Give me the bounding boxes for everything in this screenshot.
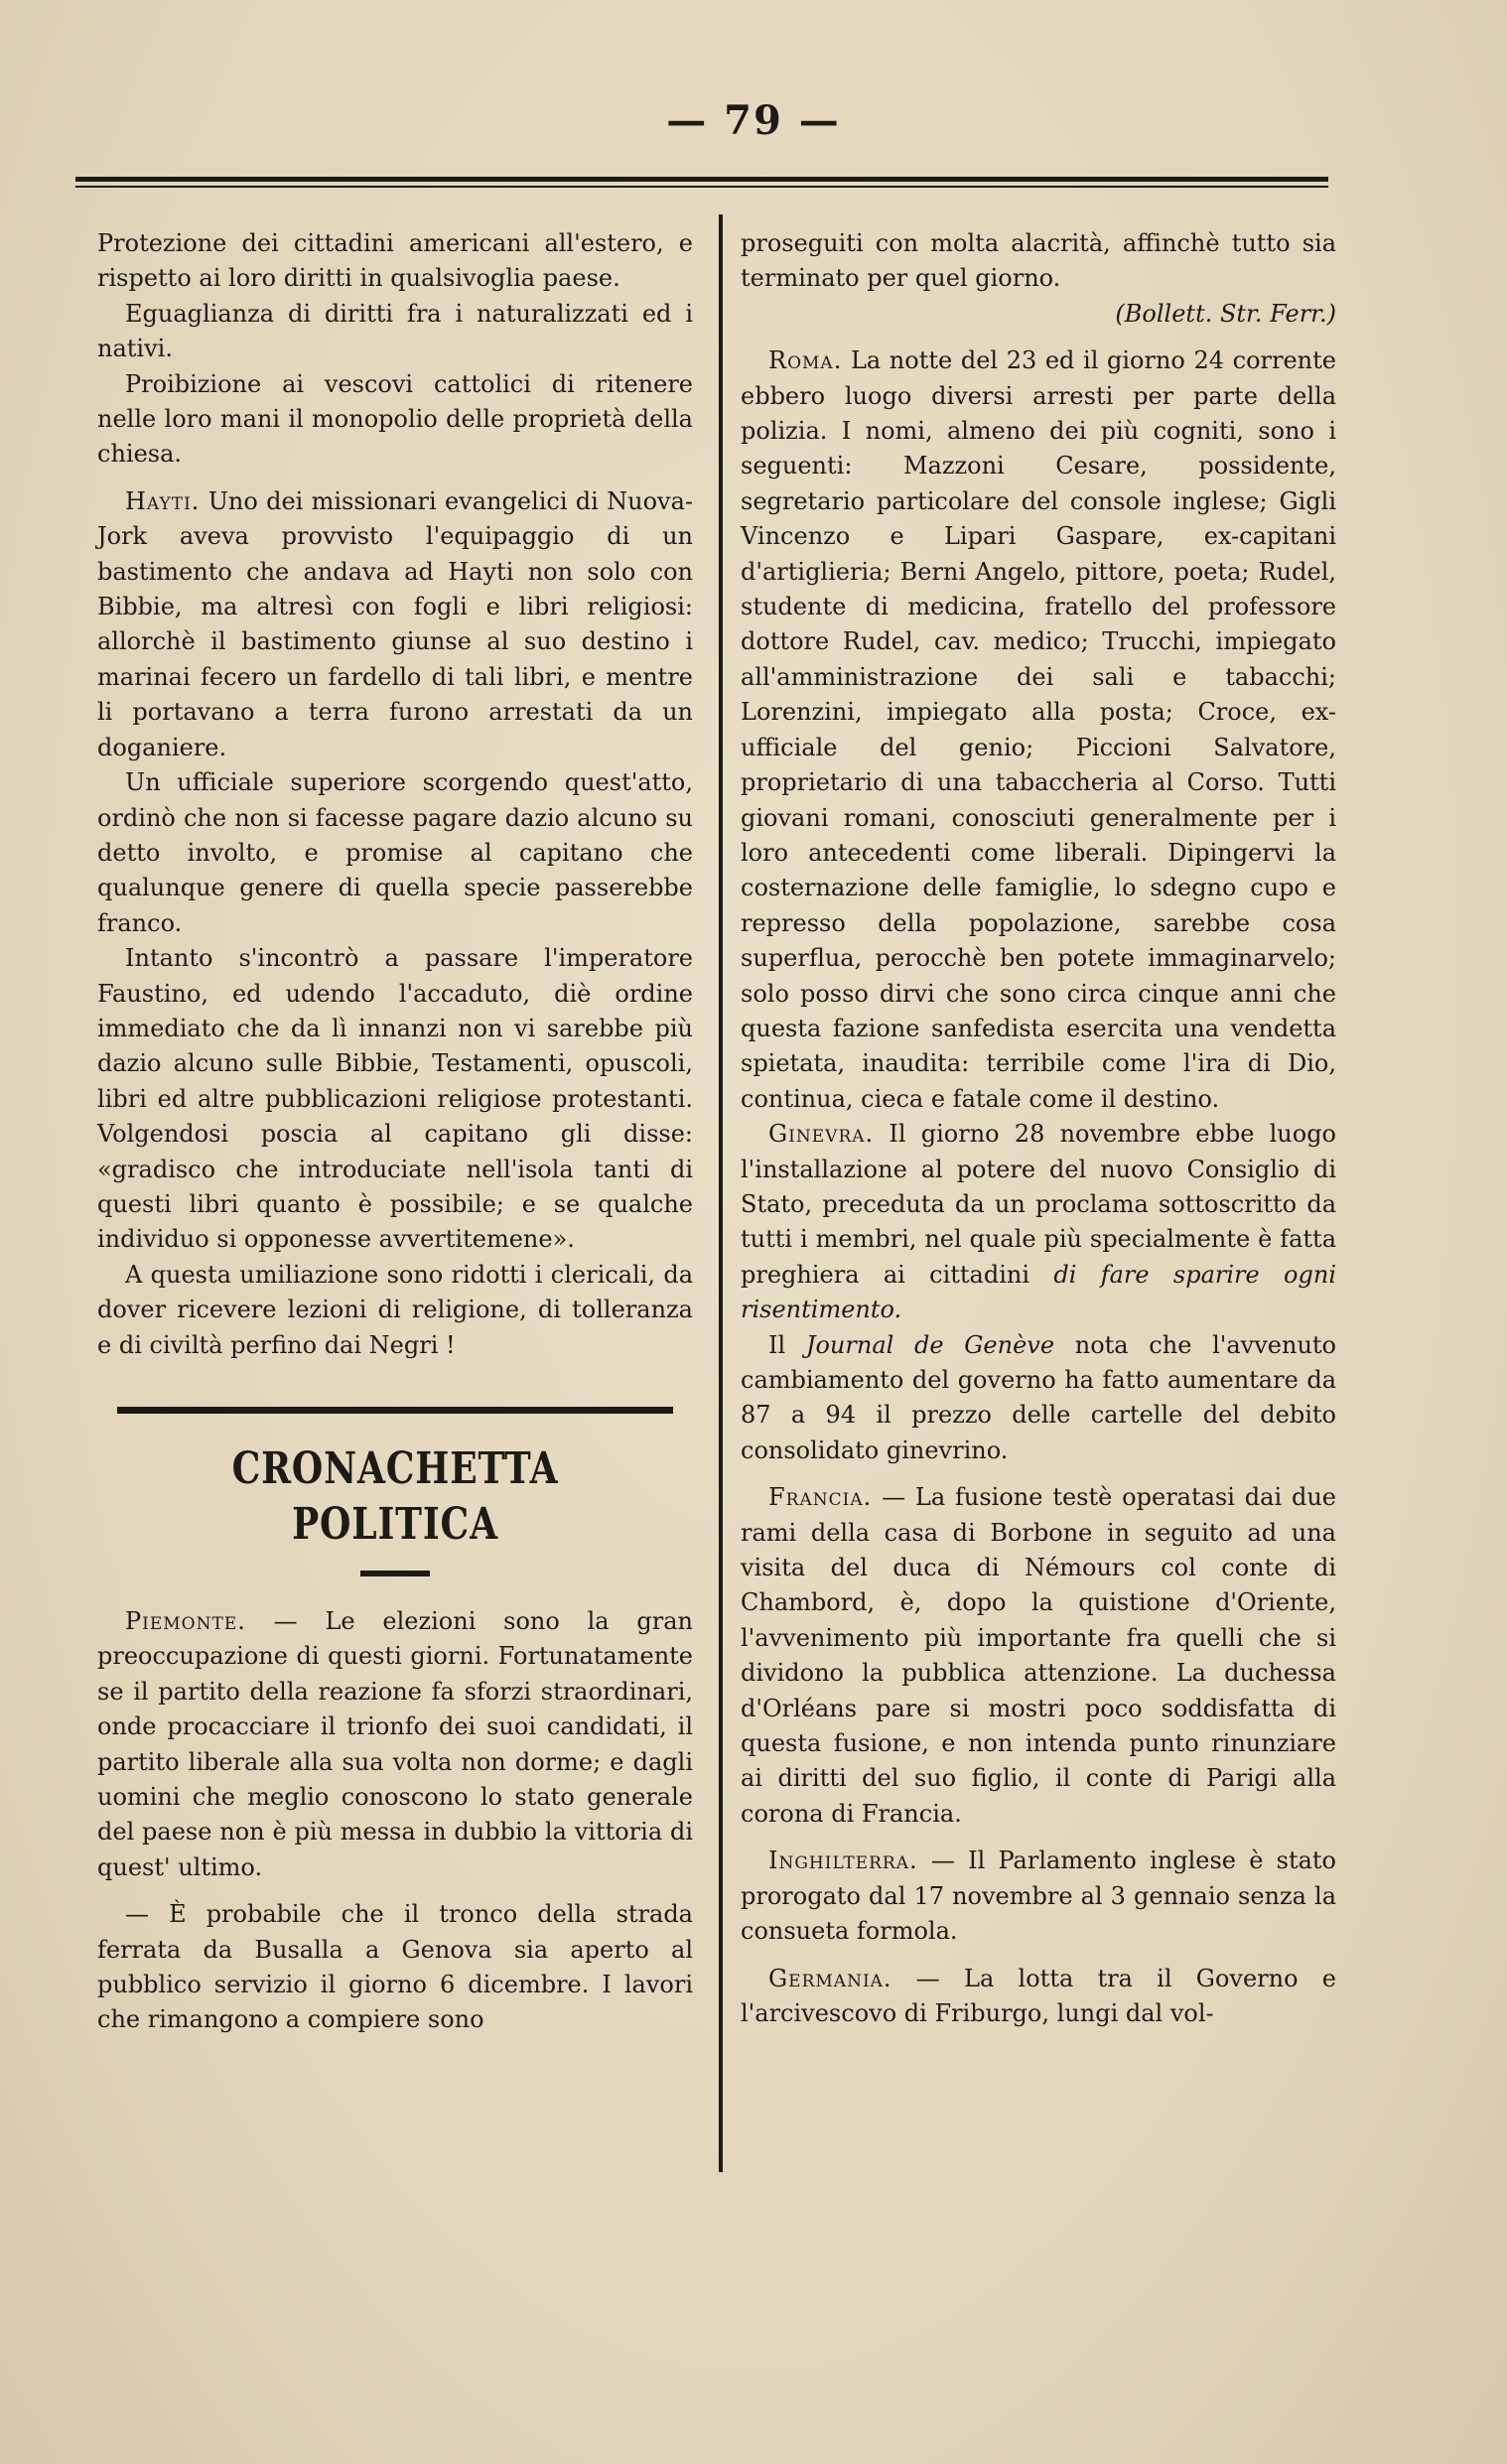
paragraph-inghilterra [741, 1844, 1336, 1949]
inghilterra-text: — Il Parlamento inglese è stato prorogato dal 17 novembre al 3 gennaio senza la consueta formola. [741, 1847, 1336, 1946]
paragraph-journal [741, 1328, 1336, 1469]
paragraph-hayti [97, 484, 693, 765]
francia-text: — La fusione testè operatasi dai due rami della casa di Borbone in seguito ad una visita del duca di Némours col conte di Chambord, è, dopo la quistione d'Oriente, l'avvenimento più importante fra quelli che si dividono la pubblica attenzione. La duchessa d'Orléans pare si mostri poco soddisfatta di questa fusione, e non intenda punto rinunziare ai diritti del suo figlio, il conte di Parigi alla corona di Francia. [741, 1483, 1336, 1828]
francia-label: Francia. [768, 1483, 873, 1512]
header-rule [75, 177, 1328, 188]
paragraph-umiliazione: A questa umiliazione sono ridotti i clericali, da dover ricevere lezioni di religione, di tolleranza e di civiltà perfino dai Negri ! [97, 1260, 693, 1359]
germania-text: — La lotta tra il Governo e l'arcivescovo di Friburgo, lungi dal vol- [741, 1964, 1336, 2027]
roma-label: Roma. [768, 346, 843, 375]
paragraph-strada-ferrata: — È probabile che il tronco della strada ferrata da Busalla a Genova sia aperto al pubblico servizio il giorno 6 dicembre. I lavori che rimangono a compiere sono [97, 1900, 693, 2034]
paragraph-continuation: proseguiti con molta alacrità, affinchè tutto sia terminato per quel giorno. [741, 229, 1336, 293]
inghilterra-label: Inghilterra. [768, 1847, 918, 1875]
hayti-text: Uno dei missionari evangelici di Nuova-Jork aveva provvisto l'equipaggio di un bastimento che andava ad Hayti non solo con Bibbie, ma altresì con fogli e libri religiosi: allorchè il bastimento giunse al suo destino i marinai fecero un fardello di tali libri, e mentre li portavano a terra furono arrestati da un doganiere. [97, 486, 693, 761]
paragraph-protezione: Protezione dei cittadini americani all'estero, e rispetto ai loro diritti in qualsivoglia paese. [97, 229, 693, 293]
paragraph-piemonte [97, 1604, 693, 1885]
section-rule [117, 1407, 673, 1414]
journal-title: Journal de Genève [805, 1330, 1055, 1359]
paragraph-proibizione: Proibizione ai vescovi cattolici di ritenere nelle loro mani il monopolio delle proprietà della chiesa. [97, 369, 693, 469]
journal-after: nota che l'avvenuto cambiamento del governo ha fatto aumentare da 87 a 94 il prezzo delle cartelle del debito consolidato ginevrino. [741, 1330, 1336, 1464]
section-title: CRONACHETTA POLITICA [231, 1443, 559, 1550]
source-signature: (Bollett. Str. Ferr.) [1115, 299, 1336, 328]
hayti-label: Hayti. [125, 486, 201, 515]
right-column [741, 226, 1336, 2031]
paragraph-roma [741, 343, 1336, 1117]
ginevra-text: Il giorno 28 novembre ebbe luogo l'installazione al potere del nuovo Consiglio di Stato, preceduta da un proclama sottoscritto da tutti i membri, nel quale più specialmente è fatta preghiera ai cittadini [741, 1120, 1336, 1289]
piemonte-label: Piemonte. [125, 1607, 246, 1635]
paragraph-imperatore: Intanto s'incontrò a passare l'imperatore Faustino, ed udendo l'accaduto, diè ordine immediato che da lì innanzi non vi sarebbe più dazio alcuno sulle Bibbie, Testamenti, opuscoli, libri ed altre pubblicazioni religiose protestanti. Volgendosi poscia al capitano gli disse: «gradisco che introduciate nell'isola tanti di questi libri quanto è possibile; e se qualche individuo si opponesse avvertitemene». [97, 944, 693, 1254]
germania-label: Germania. [768, 1964, 892, 1992]
ginevra-emphasis: di fare sparire ogni risentimento. [741, 1260, 1336, 1324]
journal-before: Il [768, 1330, 806, 1359]
paragraph-ginevra [741, 1117, 1336, 1327]
piemonte-text: — Le elezioni sono la gran preoccupazione di questi giorni. Fortunatamente se il partito della reazione fa sforzi straordinari, onde procacciare il trionfo dei suoi candidati, il partito liberale alla sua volta non dorme; e dagli uomini che meglio conoscono lo stato generale del paese non è più messa in dubbio la vittoria di quest' ultimo. [97, 1607, 693, 1881]
ginevra-label: Ginevra. [768, 1120, 875, 1149]
left-column [97, 226, 693, 2038]
roma-text: La notte del 23 ed il giorno 24 corrente ebbero luogo diversi arresti per parte della polizia. I nomi, almeno dei più cogniti, sono i seguenti: Mazzoni Cesare, possidente, segretario particolare del console inglese; Gigli Vincenzo e Lipari Gaspare, ex-capitani d'artiglieria; Berni Angelo, pittore, poeta; Rudel, studente di medicina, fratello del professore dottore Rudel, cav. medico; Trucchi, impiegato all'amministrazione dei sali e tabacchi; Lorenzini, impiegato alla posta; Croce, ex-ufficiale del genio; Piccioni Salvatore, proprietario di una tabaccheria al Corso. Tutti giovani romani, conosciuti generalmente per i loro antecedenti come liberali. Dipingervi la costernazione delle famiglie, lo sdegno cupo e represso della popolazione, sarebbe cosa superflua, perocchè ben potete immaginarvelo; solo posso dirvi che sono circa cinque anni che questa fazione sanfedista esercita una vendetta spietata, inaudita: terribile come l'ira di Dio, continua, cieca e fatale come il destino. [741, 346, 1336, 1113]
section-short-rule [360, 1571, 430, 1576]
paragraph-ufficiale: Un ufficiale superiore scorgendo quest'atto, ordinò che non si facesse pagare dazio alcuno su detto involto, e promise al capitano che qualunque genere di quella specie passerebbe franco. [97, 768, 693, 937]
paragraph-eguaglianza: Eguaglianza di diritti fra i naturalizzati ed i nativi. [97, 299, 693, 363]
paragraph-germania [741, 1962, 1336, 2032]
paragraph-francia [741, 1480, 1336, 1832]
column-divider [719, 214, 723, 2172]
page-number: — 79 — [666, 97, 841, 144]
